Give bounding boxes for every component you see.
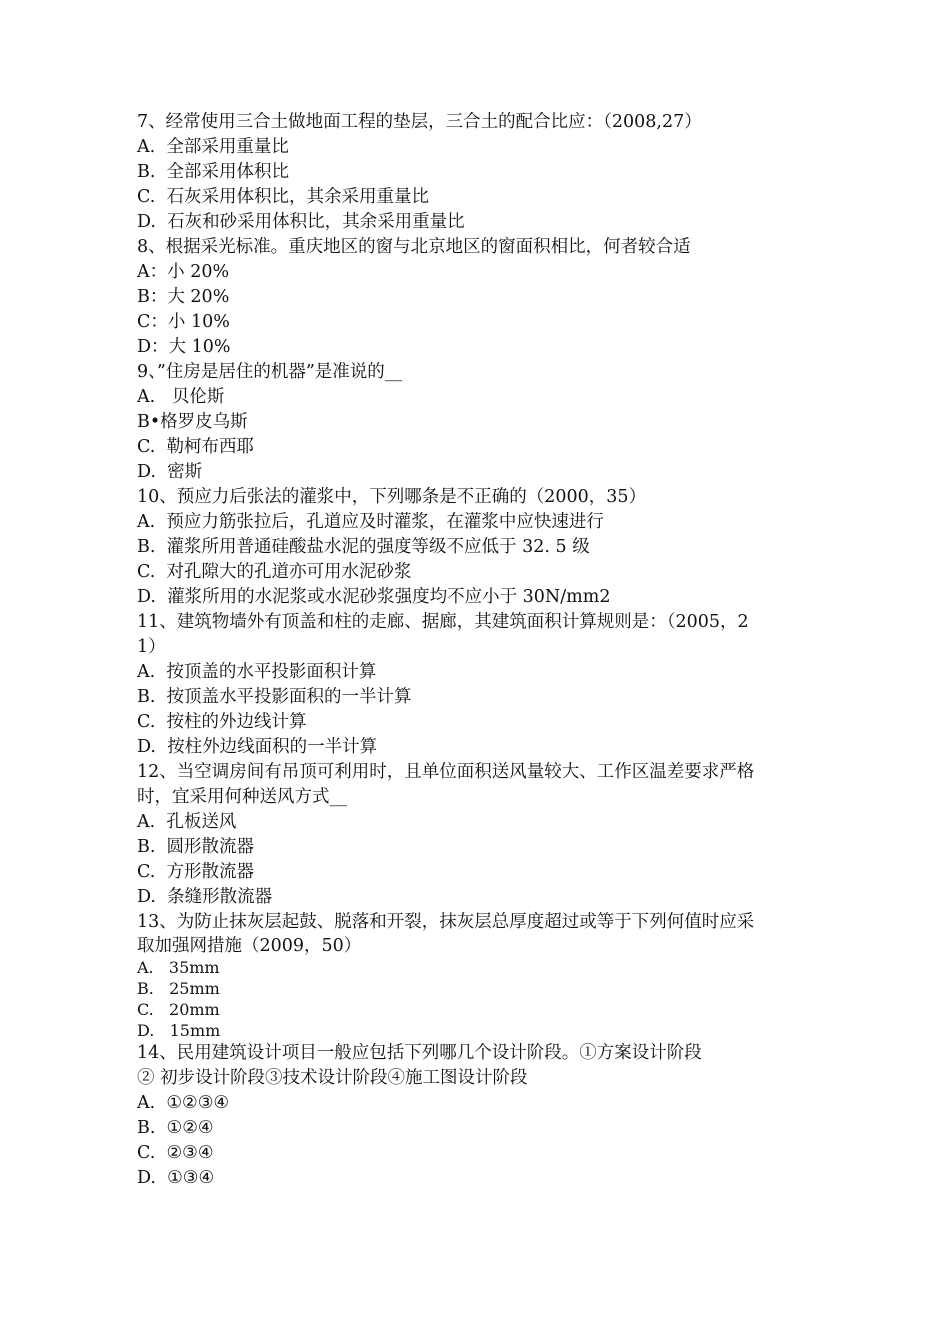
question-14-option-b: B. ①②④ <box>137 1118 214 1138</box>
question-7-stem: 7、经常使用三合土做地面工程的垫层，三合土的配合比应：（2008,27） <box>137 112 702 132</box>
question-13-option-b: B. 25mm <box>137 979 220 998</box>
question-8-option-d: D：大 10% <box>137 337 231 357</box>
question-10-option-d: D. 灌浆所用的水泥浆或水泥砂浆强度均不应小于 30N/mm2 <box>137 587 611 607</box>
question-11-option-d: D. 按柱外边线面积的一半计算 <box>137 737 378 757</box>
question-8-option-a: A：小 20% <box>137 262 230 282</box>
question-8-option-c: C：小 10% <box>137 312 230 332</box>
question-14-stem-line-2: ② 初步设计阶段③技术设计阶段④施工图设计阶段 <box>137 1068 528 1088</box>
question-14-stem-line-1: 14、民用建筑设计项目一般应包括下列哪几个设计阶段。①方案设计阶段 <box>137 1043 702 1063</box>
question-13-option-d: D. 15mm <box>137 1021 221 1040</box>
question-10-option-b: B. 灌浆所用普通硅酸盐水泥的强度等级不应低于 32. 5 级 <box>137 537 590 557</box>
question-12-stem-line-1: 12、当空调房间有吊顶可利用时，且单位面积送风量较大、工作区温差要求严格 <box>137 762 755 782</box>
question-9-option-c: C. 勒柯布西耶 <box>137 437 254 457</box>
question-7-option-a: A. 全部采用重量比 <box>137 137 289 157</box>
question-8-option-b: B：大 20% <box>137 287 230 307</box>
question-12-stem-line-2: 时，宜采用何种送风方式__ <box>137 787 347 807</box>
question-11-stem-line-1: 11、建筑物墙外有顶盖和柱的走廊、据廊，其建筑面积计算规则是：（2005，2 <box>137 612 749 632</box>
question-9-option-a: A. 贝伦斯 <box>137 387 225 407</box>
question-13-stem-line-2: 取加强网措施（2009，50） <box>137 936 362 956</box>
question-11-stem-line-2: 1） <box>137 637 166 657</box>
question-12-option-d: D. 条缝形散流器 <box>137 887 273 907</box>
question-9-option-d: D. 密斯 <box>137 462 203 482</box>
question-8-stem: 8、根据采光标准。重庆地区的窗与北京地区的窗面积相比，何者较合适 <box>137 237 691 257</box>
question-13-stem-line-1: 13、为防止抹灰层起鼓、脱落和开裂，抹灰层总厚度超过或等于下列何值时应采 <box>137 912 755 932</box>
question-12-option-b: B. 圆形散流器 <box>137 837 255 857</box>
document-page <box>137 110 817 1191</box>
question-12-option-a: A. 孔板送风 <box>137 812 237 832</box>
question-11-option-b: B. 按顶盖水平投影面积的一半计算 <box>137 687 412 707</box>
question-10-stem: 10、预应力后张法的灌浆中，下列哪条是不正确的（2000，35） <box>137 487 647 507</box>
question-7-option-b: B. 全部采用体积比 <box>137 162 290 182</box>
question-11-option-c: C. 按柱的外边线计算 <box>137 712 307 732</box>
question-11-option-a: A. 按顶盖的水平投影面积计算 <box>137 662 377 682</box>
question-7-option-d: D. 石灰和砂采用体积比，其余采用重量比 <box>137 212 465 232</box>
question-12-option-c: C. 方形散流器 <box>137 862 254 882</box>
question-10-option-c: C. 对孔隙大的孔道亦可用水泥砂浆 <box>137 562 412 582</box>
question-14-option-a: A. ①②③④ <box>137 1093 230 1113</box>
question-14-option-d: D. ①③④ <box>137 1168 215 1188</box>
question-13-option-c: C. 20mm <box>137 1000 220 1019</box>
question-7-option-c: C. 石灰采用体积比，其余采用重量比 <box>137 187 429 207</box>
question-14-option-c: C. ②③④ <box>137 1143 214 1163</box>
question-10-option-a: A. 预应力筋张拉后，孔道应及时灌浆，在灌浆中应快速进行 <box>137 512 604 532</box>
question-9-stem: 9、”住房是居住的机器”是准说的__ <box>137 362 403 382</box>
question-9-option-b: B•格罗皮乌斯 <box>137 412 248 432</box>
question-13-option-a: A. 35mm <box>137 958 220 977</box>
